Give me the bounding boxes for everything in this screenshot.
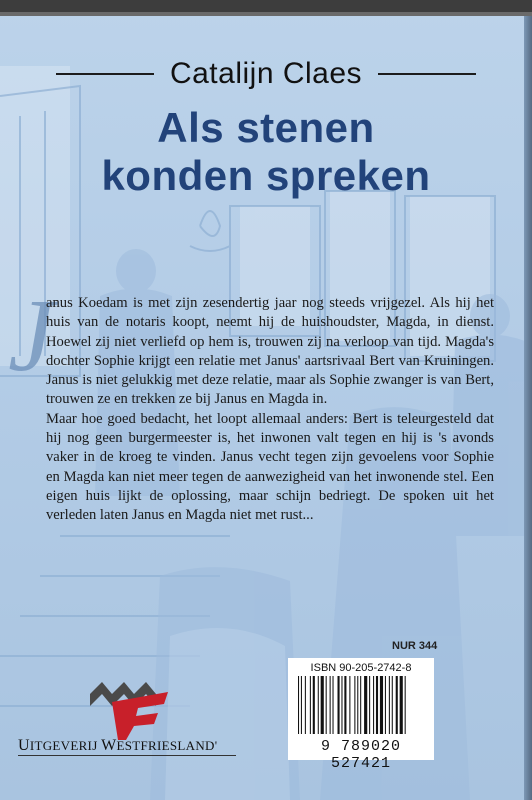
barcode-box [288, 658, 434, 772]
publisher-name [18, 737, 217, 755]
blurb-paragraph-2: Maar hoe goed bedacht, het loopt allemaal anders: Bert is teleurgesteld dat hij nog geen burgermeester is, het inwonen valt tegen en hij is 's avonds vaker in de kroeg te vinden. Janus vecht tegen zijn gevoelens voor Sophie en Magda kan niet meer tegen de aanwezigheid van het inwonende stel. Een eigen huis lijkt de oplossing, maar schijn bedriegt. De spoken uit het verleden laten Janus en Magda niet met rust... [46, 410, 494, 524]
top-band [0, 0, 532, 16]
publisher-underline [18, 755, 236, 756]
author-row [0, 52, 532, 96]
blurb-paragraph-1: anus Koedam is met zijn zesendertig jaar nog steeds vrijgezel. Als hij het huis van de notaris koopt, neemt hij de huishoudster, Magda, in dienst. Hoewel zij niet verliefd op hem is, trouwen zij na verloop van tijd. Magda's dochter Sophie krijgt een relatie met Janus' aartsrivaal Bert van Kruiningen. Janus is niet gelukkig met deze relatie, maar als Sophie zwanger is van Bert, trouwen ze en trekken ze bij Janus en Magda in. [46, 295, 494, 408]
publisher-word-2: ESTFRIESLAND' [116, 738, 218, 753]
title-line-1: Als stenen [157, 104, 375, 151]
title-line-2: konden spreken [101, 152, 431, 199]
nur-code: NUR 344 [392, 640, 438, 652]
publisher-logo-icon [86, 680, 186, 742]
book-title [0, 104, 532, 200]
author-rule-right [378, 73, 476, 75]
blurb [46, 294, 494, 526]
publisher-word-1: ITGEVERIJ [29, 738, 98, 753]
author-rule-left [56, 73, 154, 75]
barcode-icon [296, 676, 426, 736]
isbn-text: ISBN 90-205-2742-8 [310, 662, 412, 674]
drop-cap: J [8, 278, 55, 393]
publisher-initial-w: W [101, 737, 117, 754]
author-name: Catalijn Claes [169, 57, 363, 90]
publisher-initial-u: U [18, 737, 30, 754]
ean-number: 9 789020 527421 [320, 738, 401, 772]
